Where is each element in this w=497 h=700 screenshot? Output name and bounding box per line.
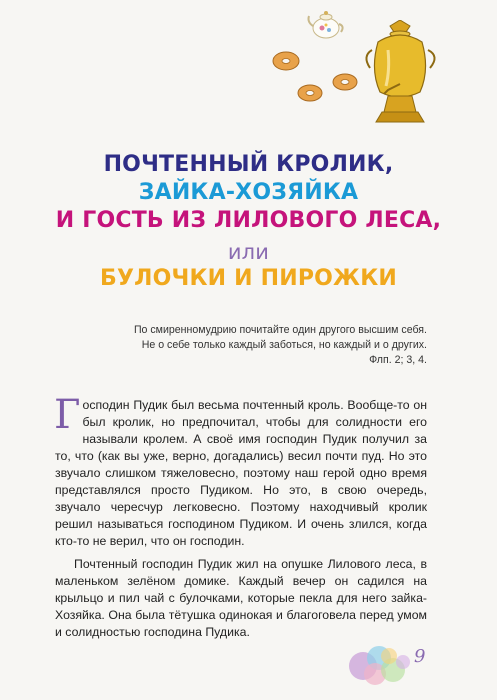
title-line-3: И ГОСТЬ ИЗ ЛИЛОВОГО ЛЕСА, bbox=[55, 208, 442, 233]
story-paragraph-2 bbox=[55, 556, 427, 641]
teapot-illustration bbox=[305, 2, 347, 44]
epigraph-reference: Флп. 2; 3, 4. bbox=[369, 354, 427, 366]
title-line-4: или bbox=[227, 240, 270, 264]
watercolor-blobs-decoration bbox=[345, 640, 417, 690]
epigraph-line-2: Не о себе только каждый заботься, но каждый и о других. bbox=[141, 339, 427, 351]
paragraph-2-text: Почтенный господин Пудик жил на опушке Лилового леса, в маленьком зелёном домике. Каждый вечер он садился на крыльцо и пил чай с булочками, которые пекла для него зайка-Хозяйка. Она была тётушка одинокая и благоговела перед умом и солидностью господина Пудика. bbox=[55, 557, 427, 639]
bagel-illustration bbox=[332, 72, 358, 92]
bagel-illustration bbox=[272, 50, 300, 72]
epigraph-line-1: По смиренномудрию почитайте один другого высшим себя. bbox=[133, 324, 427, 336]
page-number: 9 bbox=[414, 646, 426, 667]
paragraph-1-text: осподин Пудик был весьма почтенный кроль. Вообще-то он был кролик, но предпочитал, чтобы для солидности его называли кролем. А своё имя господин Пудик получил за то, что (как вы уже, верно, догадались) весил почти пуд. Но это звучало слишком тяжеловесно, поэтому наш герой одно время представлялся просто Пудиком. Но это, в свою очередь, звучало чересчур легковесно. Поэтому находчивый кролик решил называться господином Пудиком. И очень злился, когда кто-то не верил, что он господин. bbox=[55, 398, 427, 548]
title-line-2: ЗАЙКА-ХОЗЯЙКА bbox=[138, 180, 359, 205]
title-line-1: ПОЧТЕННЫЙ КРОЛИК, bbox=[103, 152, 394, 177]
drop-cap: Г bbox=[54, 392, 81, 438]
story-paragraph-1 bbox=[54, 392, 427, 550]
bagel-illustration bbox=[297, 83, 323, 103]
title-line-5: БУЛОЧКИ И ПИРОЖКИ bbox=[100, 266, 397, 291]
samovar-illustration bbox=[360, 20, 442, 132]
